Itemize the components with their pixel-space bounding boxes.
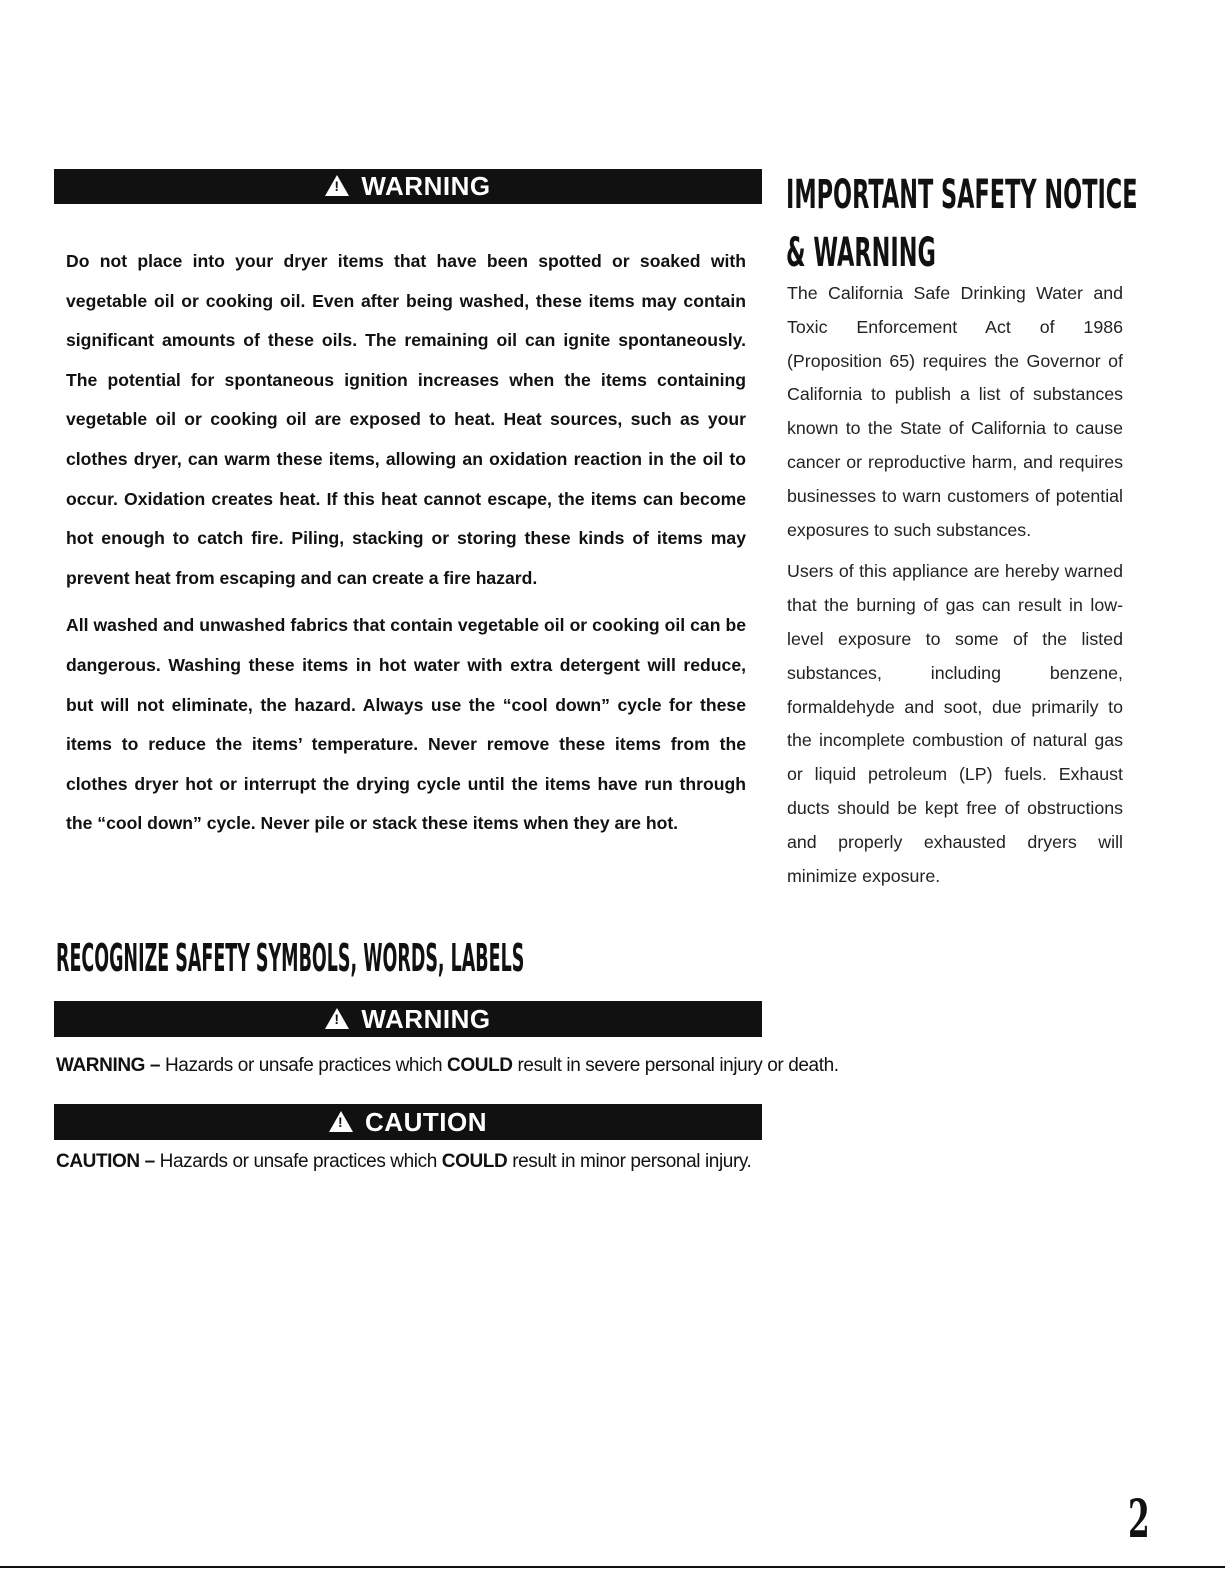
warning-paragraph: Do not place into your dryer items that have been spotted or soaked with vegetable oil or cooking oil. Even after being washed, these items may contain significant amounts of these oils. The remaining oil can ignite spontaneously. The potential for spontaneous ignition increases when the items containing vegetable oil or cooking oil are exposed to heat. Heat sources, such as your clothes dryer, can warm these items, allowing an oxidation reaction in the oil to occur. Oxidation creates heat. If this heat cannot escape, the items can become hot enough to catch fire. Piling, stacking or storing these kinds of items may prevent heat from escaping and can create a fire hazard. bbox=[66, 251, 746, 588]
warning-text-b: result in severe personal injury or death. bbox=[512, 1055, 839, 1076]
warning-emphasis: COULD bbox=[447, 1055, 513, 1076]
alert-triangle-icon bbox=[325, 1008, 349, 1029]
warning-label: WARNING bbox=[361, 1003, 491, 1034]
caution-text-b: result in minor personal injury. bbox=[507, 1151, 752, 1172]
alert-triangle-icon bbox=[325, 175, 349, 196]
caution-definition bbox=[56, 1149, 776, 1175]
recognize-title: RECOGNIZE SAFETY SYMBOLS, WORDS, LABELS bbox=[56, 936, 525, 980]
notice-paragraph: The California Safe Drinking Water and Toxic Enforcement Act of 1986 (Proposition 65) requires the Governor of California to publish a list of substances known to the State of California to cause cancer or reproductive harm, and requires businesses to warn customers of potential exposures to such substances. bbox=[787, 283, 1123, 540]
notice-title bbox=[786, 166, 1138, 282]
warning-signal-bar bbox=[54, 169, 762, 204]
notice-body bbox=[787, 277, 1123, 893]
warning-term: WARNING – bbox=[56, 1055, 161, 1076]
warning-text-a: Hazards or unsafe practices which bbox=[160, 1055, 448, 1076]
page-number: 2 bbox=[1128, 1489, 1150, 1550]
caution-text-a: Hazards or unsafe practices which bbox=[154, 1151, 442, 1172]
warning-definition bbox=[56, 1053, 839, 1079]
warning-signal-bar bbox=[54, 1001, 762, 1037]
bottom-rule bbox=[0, 1566, 1225, 1568]
notice-title-line2: & WARNING bbox=[786, 230, 936, 276]
caution-emphasis: COULD bbox=[441, 1151, 508, 1172]
warning-paragraph: All washed and unwashed fabrics that contain vegetable oil or cooking oil can be dangerous. Washing these items in hot water with extra detergent will reduce, but will not eliminate, the hazard. Always use the “cool down” cycle for these items to reduce the items’ temperature. Never remove these items from the clothes dryer hot or interrupt the drying cycle until the items have run through the “cool down” cycle. Never pile or stack these items when they are hot. bbox=[66, 615, 746, 834]
caution-term: CAUTION – bbox=[56, 1151, 155, 1172]
notice-title-line1: IMPORTANT SAFETY NOTICE bbox=[786, 172, 1138, 218]
warning-body bbox=[66, 242, 746, 844]
caution-label: CAUTION bbox=[365, 1106, 487, 1137]
alert-triangle-icon bbox=[329, 1111, 353, 1132]
caution-signal-bar bbox=[54, 1104, 762, 1140]
notice-paragraph: Users of this appliance are hereby warned that the burning of gas can result in low-level exposure to some of the listed substances, including benzene, formaldehyde and soot, due primarily to the incomplete combustion of natural gas or liquid petroleum (LP) fuels. Exhaust ducts should be kept free of obstructions and properly exhausted dryers will minimize exposure. bbox=[787, 561, 1123, 886]
warning-label: WARNING bbox=[361, 171, 491, 201]
